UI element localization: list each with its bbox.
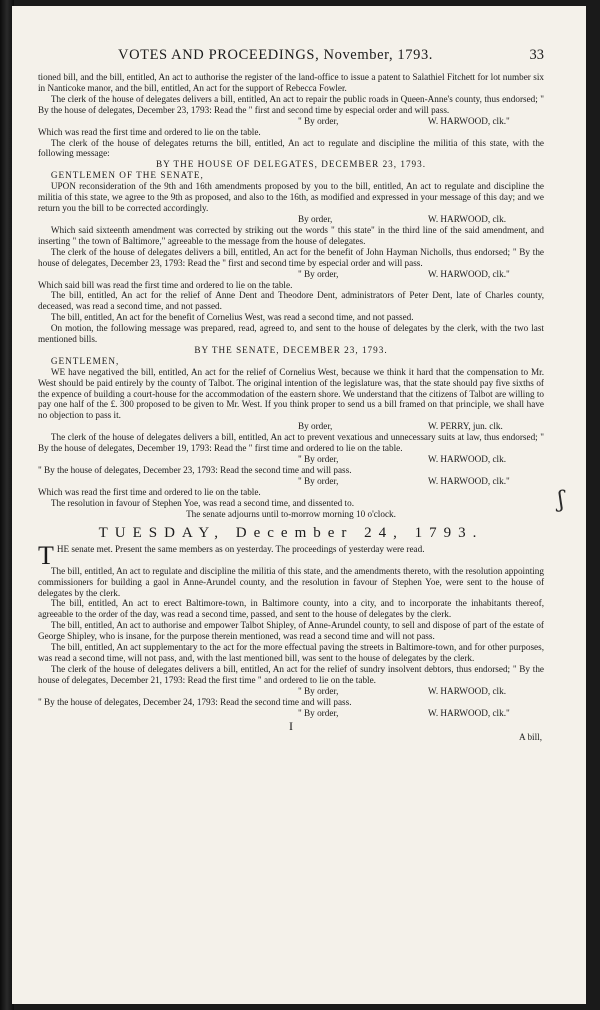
signature-mark: I [289,718,293,733]
paragraph: " By the house of delegates, December 24, 1793: Read the second time and will pass. [38,696,352,707]
adjournment-line: The senate adjourns until to-morrow morning 10 o'clock. [186,508,396,519]
running-title: VOTES AND PROCEEDINGS, November, 1793. [118,47,434,63]
signature-line [38,476,544,487]
by-order-label: " By order, [298,685,339,696]
clerk-signature: W. HARWOOD, clk." [428,476,510,486]
message-heading: BY THE SENATE, DECEMBER 23, 1793. [194,344,388,355]
paragraph: The clerk of the house of delegates returns the bill, entitled, An act to regulate and discipline the militia of this state, with the following message: [38,137,544,159]
drop-cap: T [38,540,54,570]
paragraph: tioned bill, and the bill, entitled, An act to authorise the register of the land-office to issue a patent to Salathiel Fitchett for lot number six in Nanticoke manor, and the bill, entitled, An act for the support of Rebecca Fowler. [38,72,544,93]
signature-line [38,116,544,127]
clerk-signature: W. HARWOOD, clk." [428,115,510,126]
signature-line [38,421,544,432]
paragraph: Which said sixteenth amendment was corrected by striking out the words " this state" in the third line of the said amendment, and inserting " the town of Baltimore," agreeable to the message from the house of delegates. [38,224,544,246]
page-number: 33 [529,47,544,63]
paragraph: The bill, entitled, An act for the benefit of Cornelius West, was read a second time, and not passed. [50,312,414,323]
by-order-label: " By order, [298,268,339,279]
paragraph: Which was read the first time and ordered to lie on the table. [38,126,261,137]
paragraph [38,540,544,570]
paragraph: UPON reconsideration of the 9th and 16th amendments proposed by you to the bill, entitled, An act to regulate and discipline the militia of this state, we agree to the 9th as proposed, and also to the 16th, as modified and expressed in your message of this day; and we return you the bill to be corrected accordingly. [38,181,544,213]
paragraph-text: HE senate met. Present the same members as on yesterday. The proceedings of yesterday were read. [56,543,425,554]
catchword: A bill, [519,731,542,742]
paragraph: The bill, entitled, An act supplementary to the act for the more effectual paving the streets in Baltimore-town, and for other purposes, was read a second time, will not pass, and, with the last mentioned bill, was sent to the house of delegates by the clerk. [38,642,544,663]
paragraph: The clerk of the house of delegates delivers a bill, entitled, An act for the benefit of John Hayman Nicholls, thus endorsed; " By the house of delegates, December 23, 1793: Read the " first and second time by especial order and will pass. [38,246,544,268]
handwritten-margin-mark: ʃ [558,488,564,513]
paragraph: The clerk of the house of delegates delivers a bill, entitled, An act to repair the public roads in Queen-Anne's county, thus endorsed; " By the house of delegates, December 23, 1793: Read the " first and second time by especial order and will pass. [38,93,544,115]
signature-line [38,454,544,465]
signature-line [38,686,544,697]
by-order-label: By order, [298,213,333,224]
signature-line [38,269,544,280]
clerk-signature: W. PERRY, jun. clk. [428,421,503,432]
by-order-label: " By order, [298,115,339,126]
paragraph: Which said bill was read the first time and ordered to lie on the table. [38,279,293,290]
paragraph: " By the house of delegates, December 23, 1793: Read the second time and will pass. [38,465,352,476]
paragraph: Which was read the first time and ordered to lie on the table. [38,487,261,497]
signature-line [38,214,544,225]
paragraph: The bill, entitled, An act to erect Baltimore-town, in Baltimore county, into a city, and to incorporate the inhabitants thereof, agreeable to the order of the day, was read a second time, passed, and sent to the house of delegates by the clerk. [38,598,544,620]
paragraph: The bill, entitled, An act for the relief of Anne Dent and Theodore Dent, administrators of Peter Dent, late of Charles county, deceased, was read a second time, and not passed. [38,290,544,312]
paragraph: The clerk of the house of delegates delivers a bill, entitled, An act for the relief of sundry insolvent debtors, thus endorsed; " By the house of delegates, December 21, 1793: Read the first time " and ordered to lie on the table. [38,663,544,685]
by-order-label: " By order, [298,454,339,465]
paragraph: The bill, entitled, An act to regulate and discipline the militia of this state, and the amendments thereto, with the resolution appointing commissioners for building a gaol in Anne-Arundel county, and the resolution in favour of Stephen Yoe, were sent to the house of delegates by the clerk. [38,565,544,598]
message-heading: BY THE HOUSE OF DELEGATES, DECEMBER 23, 1793. [155,159,427,170]
page-text-block [38,47,544,743]
clerk-signature: W. HARWOOD, clk. [428,685,507,696]
paragraph: The resolution in favour of Stephen Yoe, was read a second time, and dissented to. [50,497,354,508]
paragraph: On motion, the following message was prepared, read, agreed to, and sent to the house of delegates by the clerk, with the two last mentioned bills. [38,323,544,345]
salutation: GENTLEMEN, [50,355,120,366]
clerk-signature: W. HARWOOD, clk. [428,454,507,465]
clerk-signature: W. HARWOOD, clk." [428,268,510,279]
clerk-signature: W. HARWOOD, clk." [428,707,510,718]
clerk-signature: W. HARWOOD, clk. [428,213,507,224]
paragraph: The clerk of the house of delegates delivers a bill, entitled, An act to prevent vexatious and unnecessary suits at law, thus endorsed; " By the house of delegates, December 19, 1793: Read the " first time and ordered to lie on the table. [38,432,544,454]
signature-line [38,708,544,719]
by-order-label: By order, [298,421,333,432]
paragraph: WE have negatived the bill, entitled, An act for the relief of Cornelius West, because we think it hard that the compensation to Mr. West should be paid entirely by the county of Talbot. The original intention of the legislature was, that the state should pay five sixths of the expence of building a court-house for the accommodation of the eastern shore. We understand that the citizens of Talbot are willing to pay one half of the £. 300 proposed to be given to Mr. West. If you think proper to send us a bill framed on that principle, we shall have no objection to pass it. [38,366,544,421]
document-page [12,6,586,1004]
by-order-label: " By order, [298,476,339,486]
salutation: GENTLEMEN OF THE SENATE, [50,170,204,181]
paragraph: The bill, entitled, An act to authorise and empower Talbot Shipley, of Anne-Arundel county, to sell and dispose of part of the estate of George Shipley, who is insane, for the purpose therein mentioned, was read a second time and will not pass. [38,620,544,642]
page-header [38,47,544,72]
day-heading: TUESDAY, December 24, 1793. [98,524,484,541]
by-order-label: " By order, [298,707,339,718]
